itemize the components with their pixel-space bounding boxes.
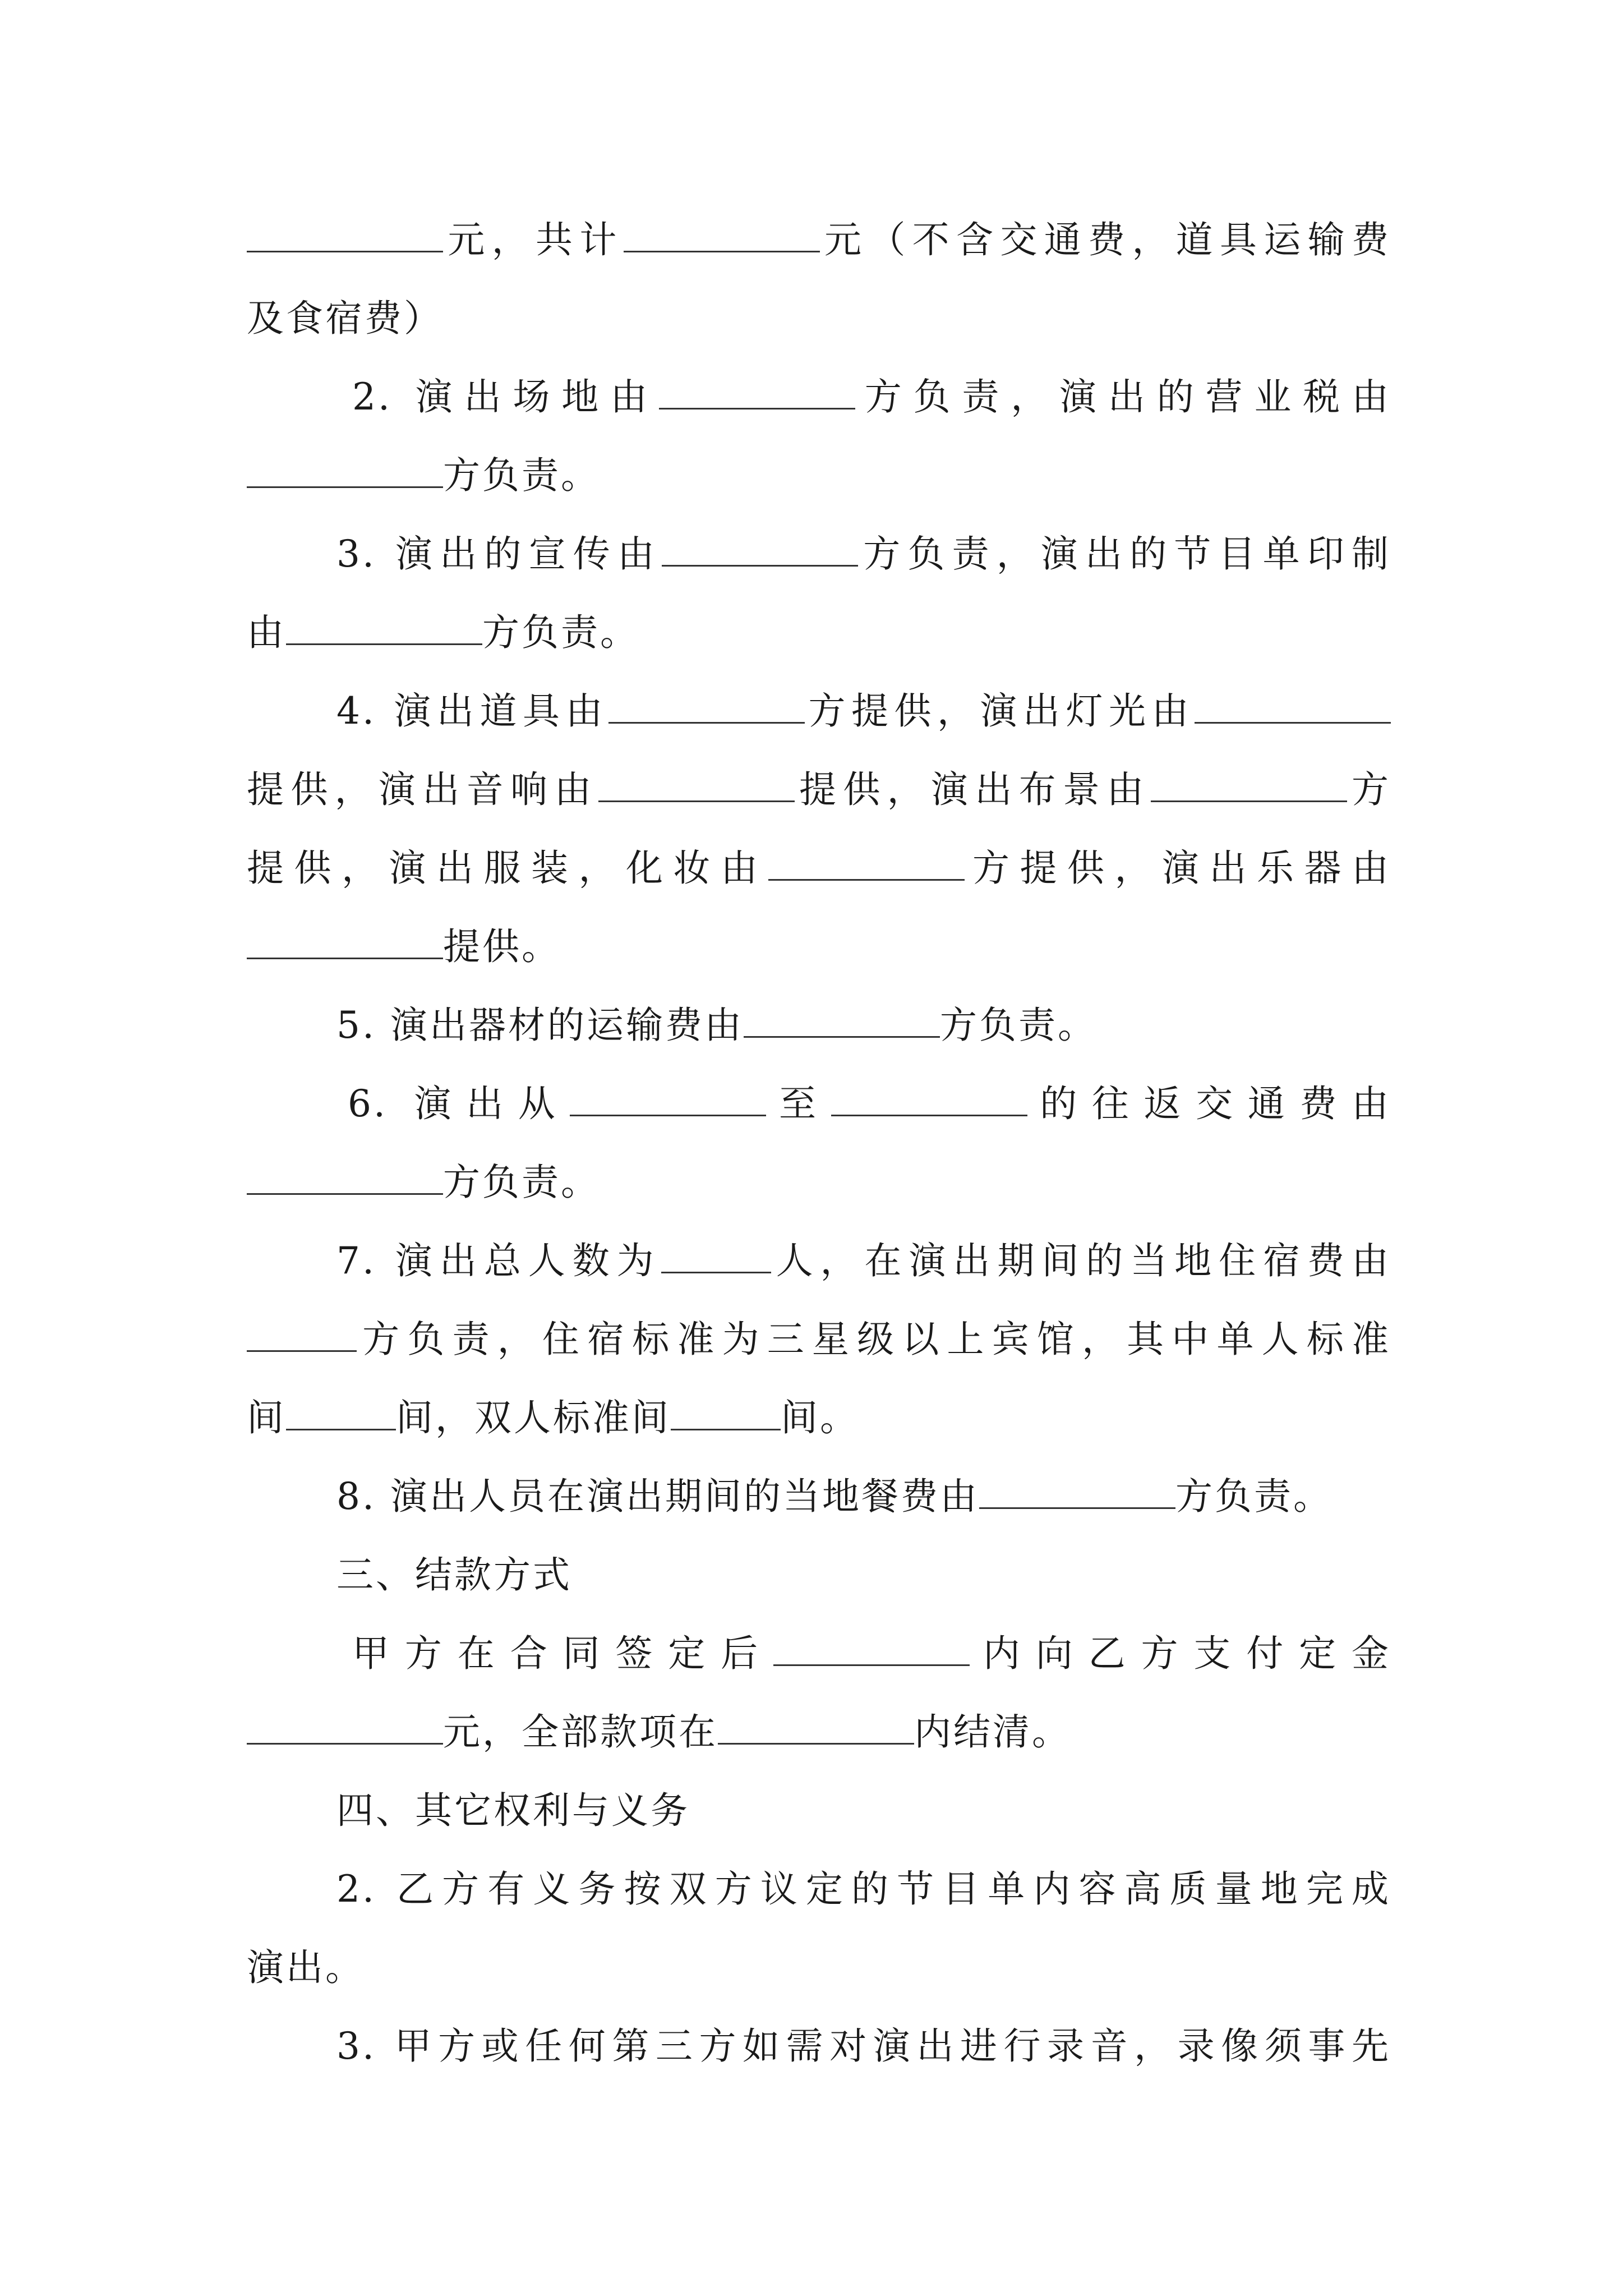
fill-blank[interactable] xyxy=(247,1158,443,1195)
fill-blank[interactable] xyxy=(744,1001,940,1038)
text-line xyxy=(247,1156,1391,1209)
text-segment: 2. 乙方有义务按双方议定的节目单内容高质量地完成 xyxy=(336,1867,1391,1911)
fill-blank[interactable] xyxy=(662,530,858,567)
text-line xyxy=(247,1705,1391,1759)
fill-blank[interactable] xyxy=(247,216,443,252)
fill-blank[interactable] xyxy=(247,452,443,488)
fill-blank[interactable] xyxy=(286,1394,396,1430)
text-segment: 间。 xyxy=(781,1396,859,1439)
text-segment: 5. 演出器材的运输费由 xyxy=(336,1004,744,1047)
text-line xyxy=(336,999,1391,1052)
text-segment: 4. 演出道具由 xyxy=(336,689,608,733)
text-line xyxy=(247,1391,1391,1445)
fill-blank[interactable] xyxy=(286,609,482,645)
text-segment: 方提供，演出乐器由 xyxy=(964,846,1391,890)
text-line xyxy=(247,1941,1391,1995)
text-segment: 8. 演出人员在演出期间的当地餐费由 xyxy=(336,1475,979,1518)
fill-blank[interactable] xyxy=(718,1708,914,1745)
text-segment: 元，全部款项在 xyxy=(443,1710,718,1754)
text-segment: 元，共计 xyxy=(443,218,624,261)
text-segment: 提供。 xyxy=(443,925,561,968)
fill-blank[interactable] xyxy=(831,1080,1027,1116)
text-segment: 间，双人标准间 xyxy=(396,1396,671,1439)
fill-blank[interactable] xyxy=(1151,766,1347,802)
text-line xyxy=(247,606,1391,660)
text-segment: 方负责。 xyxy=(1175,1475,1332,1518)
fill-blank[interactable] xyxy=(570,1080,766,1116)
text-line xyxy=(336,527,1391,581)
text-line xyxy=(336,684,1391,738)
text-segment: 提供，演出服装，化妆由 xyxy=(247,846,768,890)
text-line xyxy=(247,763,1391,817)
text-segment: 方负责。 xyxy=(482,611,639,654)
text-line xyxy=(336,1234,1391,1288)
text-segment: 甲方在合同签定后 xyxy=(352,1632,773,1675)
text-segment: 3. 演出的宣传由 xyxy=(336,532,662,576)
text-segment: 提供，演出布景由 xyxy=(794,768,1151,811)
text-segment: 方负责。 xyxy=(939,1004,1097,1047)
text-segment: 2. 演出场地由 xyxy=(352,375,659,418)
text-segment: 内向乙方支付定金 xyxy=(970,1632,1391,1675)
section-heading xyxy=(336,1784,1391,1838)
text-segment: 方负责。 xyxy=(443,454,600,497)
text-line xyxy=(247,841,1391,895)
text-segment: 由 xyxy=(247,611,286,654)
text-segment: 方提供，演出灯光由 xyxy=(804,689,1195,733)
fill-blank[interactable] xyxy=(979,1473,1175,1509)
text-segment: 人，在演出期间的当地住宿费由 xyxy=(771,1239,1391,1282)
text-line xyxy=(247,292,1391,346)
fill-blank[interactable] xyxy=(247,1315,357,1352)
fill-blank[interactable] xyxy=(247,923,443,959)
text-segment: 演出。 xyxy=(247,1946,365,1989)
fill-blank[interactable] xyxy=(598,766,795,802)
text-line xyxy=(247,213,1391,267)
text-segment: 方负责，演出的营业税由 xyxy=(855,375,1391,418)
text-line xyxy=(247,449,1391,503)
text-line xyxy=(336,1470,1413,1524)
text-segment: 三、结款方式 xyxy=(336,1553,572,1596)
fill-blank[interactable] xyxy=(768,844,965,881)
text-segment: 的往返交通费由 xyxy=(1027,1082,1391,1125)
fill-blank[interactable] xyxy=(661,1237,771,1273)
text-line xyxy=(336,2019,1391,2073)
text-segment: 方负责。 xyxy=(443,1161,600,1204)
text-segment: 3. 甲方或任何第三方如需对演出进行录音，录像须事先 xyxy=(336,2024,1391,2068)
text-segment: 及食宿费） xyxy=(247,297,443,340)
text-line xyxy=(247,920,1391,974)
text-segment: 方 xyxy=(1347,768,1391,811)
fill-blank[interactable] xyxy=(247,1708,443,1745)
fill-blank[interactable] xyxy=(773,1630,970,1666)
section-heading xyxy=(336,1548,1391,1602)
fill-blank[interactable] xyxy=(1195,687,1391,724)
text-segment: 间 xyxy=(247,1396,286,1439)
text-segment: 6. 演出从 xyxy=(348,1082,570,1125)
text-segment: 内结清。 xyxy=(914,1710,1071,1754)
text-line xyxy=(348,1077,1391,1131)
fill-blank[interactable] xyxy=(608,687,805,724)
text-line xyxy=(352,1627,1391,1681)
text-segment: 至 xyxy=(766,1082,831,1125)
text-segment: 方负责，住宿标准为三星级以上宾馆，其中单人标准 xyxy=(357,1318,1391,1361)
text-line xyxy=(247,1313,1391,1366)
text-segment: 提供，演出音响由 xyxy=(247,768,598,811)
text-segment: 四、其它权利与义务 xyxy=(336,1789,690,1832)
text-segment: 元（不含交通费，道具运输费 xyxy=(819,218,1391,261)
text-segment: 方负责，演出的节目单印制 xyxy=(858,532,1391,576)
fill-blank[interactable] xyxy=(659,373,855,409)
fill-blank[interactable] xyxy=(624,216,820,252)
text-line xyxy=(352,370,1391,424)
text-line xyxy=(336,1862,1391,1916)
text-segment: 7. 演出总人数为 xyxy=(336,1239,661,1282)
fill-blank[interactable] xyxy=(671,1394,781,1430)
